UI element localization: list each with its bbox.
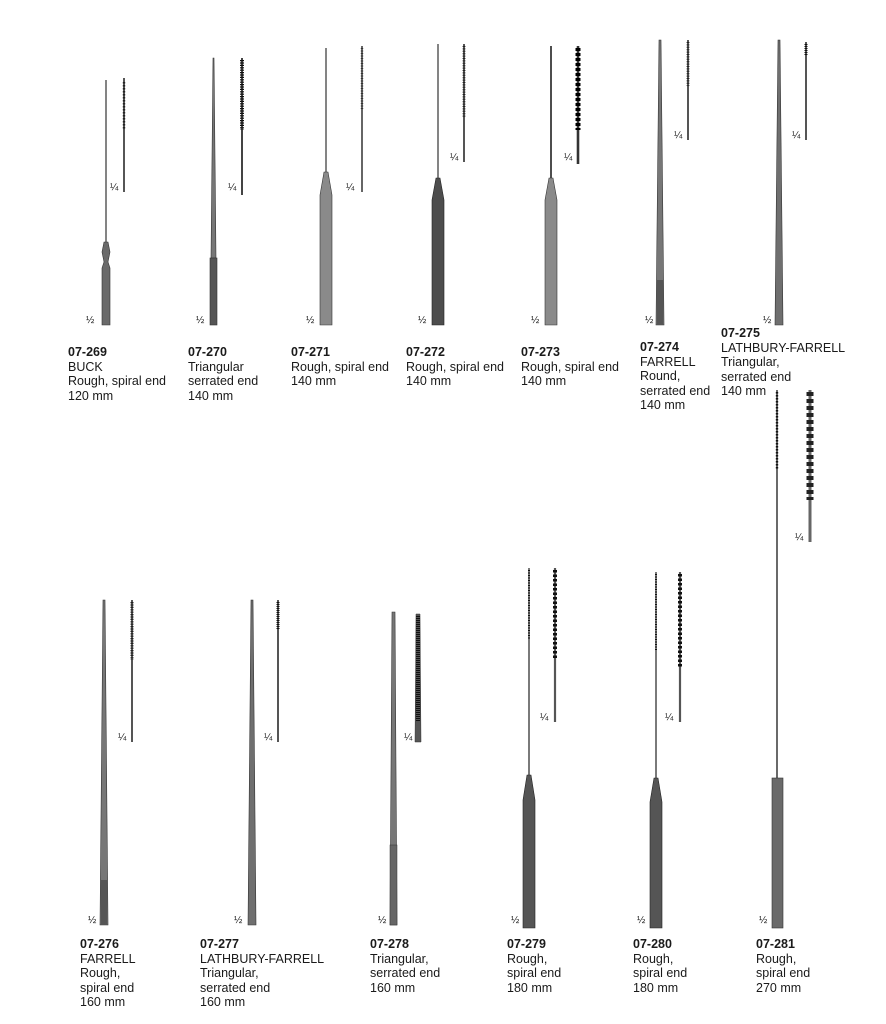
caption-line: spiral end: [507, 966, 562, 980]
caption-line: spiral end: [633, 966, 688, 980]
product-code: 07-277: [200, 937, 239, 951]
product-code: 07-270: [188, 345, 227, 359]
scale-quarter-label: ¼: [792, 130, 801, 141]
caption-line: spiral end: [80, 980, 135, 995]
caption-line: Rough, spiral end: [406, 359, 504, 374]
caption-line: 180 mm: [507, 980, 553, 995]
caption-line: serrated end: [370, 966, 441, 980]
caption-line: Triangular,: [370, 951, 429, 966]
scale-half-label: ½: [531, 315, 540, 326]
scale-half-label: ½: [511, 915, 520, 926]
caption-line: Rough, spiral end: [521, 359, 619, 374]
scale-half-label: ½: [418, 315, 427, 326]
scale-quarter-label: ¼: [564, 152, 573, 163]
caption-line: spiral end: [756, 966, 811, 980]
caption-line: Triangular: [188, 359, 244, 374]
caption-line: Round,: [640, 369, 681, 383]
product-code: 07-269: [68, 345, 107, 359]
caption-line: serrated end: [200, 980, 271, 995]
caption-line: LATHBURY-FARRELL: [200, 951, 325, 966]
scale-half-label: ½: [763, 315, 772, 326]
caption-line: 120 mm: [68, 388, 114, 403]
product-code: 07-274: [640, 340, 679, 354]
caption-line: serrated end: [721, 369, 792, 384]
caption-line: 180 mm: [633, 980, 679, 995]
product-code: 07-279: [507, 937, 546, 951]
product-code: 07-276: [80, 937, 119, 951]
scale-half-label: ½: [196, 315, 205, 326]
caption-line: 160 mm: [370, 980, 416, 995]
scale-quarter-label: ¼: [228, 182, 237, 193]
caption-line: Rough,: [633, 951, 674, 966]
scale-quarter-label: ¼: [346, 182, 355, 193]
caption-line: 140 mm: [291, 374, 337, 388]
caption-line: serrated end: [188, 374, 259, 388]
caption-line: 140 mm: [521, 374, 567, 388]
caption-line: FARRELL: [640, 354, 696, 369]
scale-quarter-label: ¼: [795, 532, 804, 543]
caption-line: LATHBURY-FARRELL: [721, 340, 846, 355]
caption-line: 140 mm: [188, 388, 234, 403]
caption-line: Rough,: [756, 951, 797, 966]
scale-half-label: ½: [88, 915, 97, 926]
caption-line: 160 mm: [80, 995, 126, 1009]
scale-quarter-label: ¼: [264, 732, 273, 743]
product-code: 07-278: [370, 937, 409, 951]
caption-line: Rough,: [507, 951, 548, 966]
caption-line: 140 mm: [721, 384, 767, 398]
scale-quarter-label: ¼: [674, 130, 683, 141]
product-code: 07-271: [291, 345, 330, 359]
scale-quarter-label: ¼: [540, 712, 549, 723]
caption-line: Triangular,: [200, 966, 259, 980]
scale-quarter-label: ¼: [110, 182, 119, 193]
scale-quarter-label: ¼: [118, 732, 127, 743]
scale-quarter-label: ¼: [404, 732, 413, 743]
caption-line: 160 mm: [200, 995, 246, 1009]
scale-half-label: ½: [759, 915, 768, 926]
product-code: 07-272: [406, 345, 445, 359]
caption-line: Triangular,: [721, 355, 780, 369]
caption-line: Rough, spiral end: [291, 359, 389, 374]
caption-line: serrated end: [640, 383, 711, 398]
scale-half-label: ½: [378, 915, 387, 926]
scale-quarter-label: ¼: [665, 712, 674, 723]
caption-line: BUCK: [68, 359, 103, 374]
caption-07-281: [756, 937, 810, 995]
product-code: 07-280: [633, 937, 672, 951]
scale-half-label: ½: [306, 315, 315, 326]
product-code: 07-275: [721, 326, 760, 340]
scale-half-label: ½: [637, 915, 646, 926]
caption-line: 270 mm: [756, 980, 802, 995]
scale-quarter-label: ¼: [450, 152, 459, 163]
caption-line: Rough,: [80, 966, 121, 980]
caption-line: 140 mm: [640, 398, 686, 412]
scale-half-label: ½: [86, 315, 95, 326]
caption-line: 140 mm: [406, 374, 452, 388]
product-code: 07-281: [756, 937, 795, 951]
scale-half-label: ½: [645, 315, 654, 326]
product-code: 07-273: [521, 345, 560, 359]
caption-line: Rough, spiral end: [68, 374, 166, 388]
scale-half-label: ½: [234, 915, 243, 926]
caption-line: FARRELL: [80, 951, 136, 966]
